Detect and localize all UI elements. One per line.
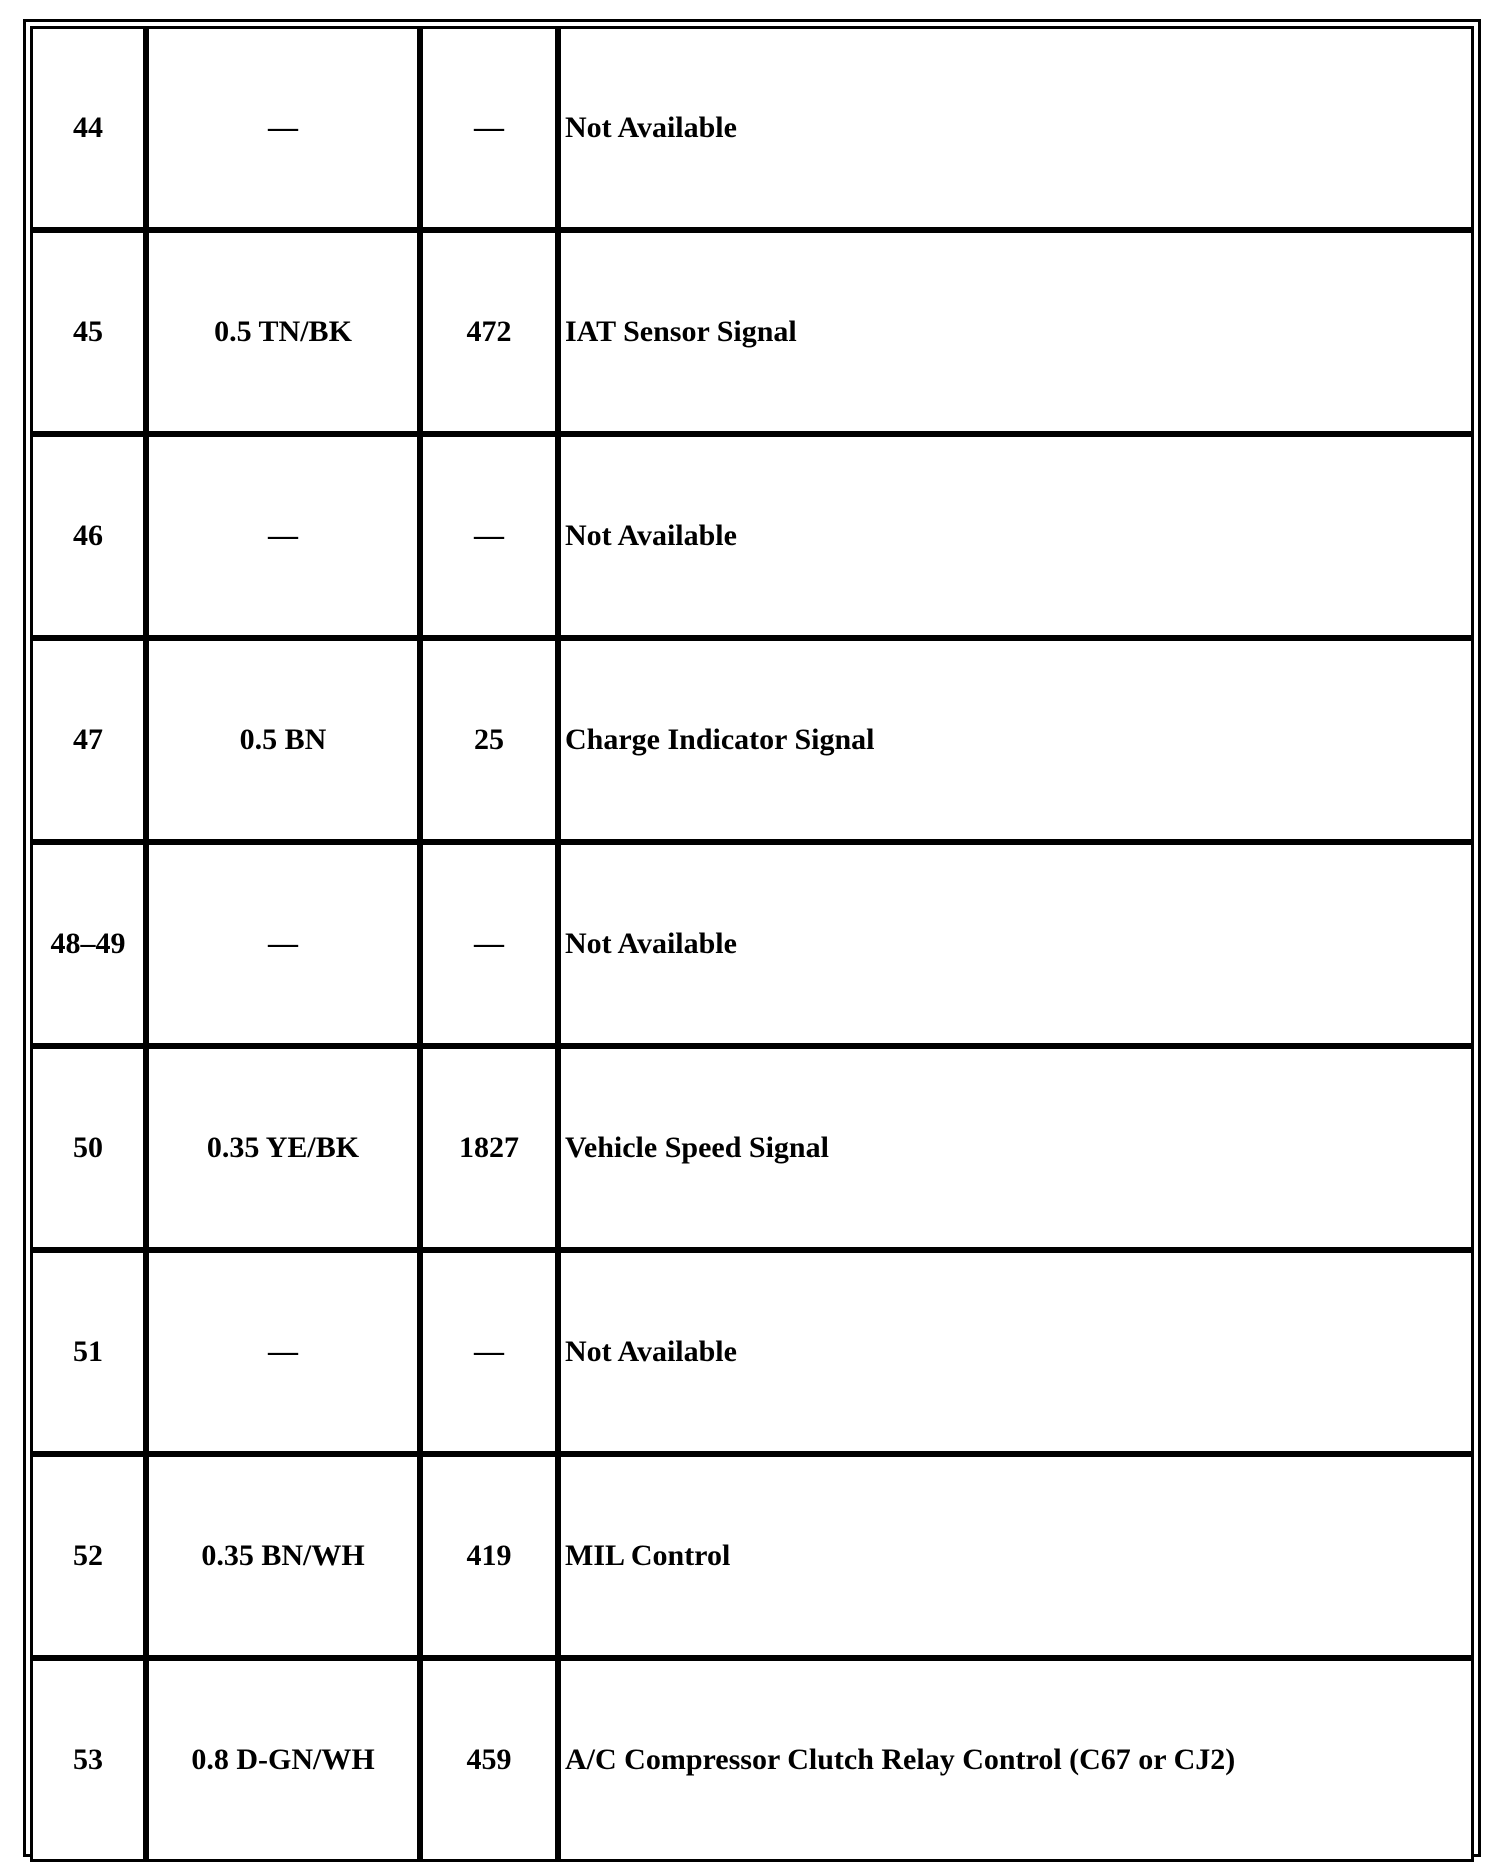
- connector-pinout-table: [23, 19, 1481, 1857]
- pin-cell: 53: [30, 1658, 146, 1862]
- pin-cell: 47: [30, 638, 146, 842]
- table-row: [30, 1658, 1474, 1862]
- table-row: [30, 434, 1474, 638]
- pin-cell: 46: [30, 434, 146, 638]
- pin-cell: 44: [30, 26, 146, 230]
- circuit-number-cell: 419: [420, 1454, 558, 1658]
- wire-color-cell: 0.8 D-GN/WH: [146, 1658, 420, 1862]
- wire-color-cell: 0.5 TN/BK: [146, 230, 420, 434]
- function-cell: Not Available: [558, 26, 1474, 230]
- function-cell: A/C Compressor Clutch Relay Control (C67 or CJ2): [558, 1658, 1474, 1862]
- table-row: [30, 638, 1474, 842]
- circuit-number-cell: 459: [420, 1658, 558, 1862]
- wire-color-cell: 0.35 BN/WH: [146, 1454, 420, 1658]
- circuit-number-cell: —: [420, 434, 558, 638]
- pin-cell: 51: [30, 1250, 146, 1454]
- wire-color-cell: 0.5 BN: [146, 638, 420, 842]
- pin-cell: 50: [30, 1046, 146, 1250]
- function-cell: Not Available: [558, 842, 1474, 1046]
- function-cell: Vehicle Speed Signal: [558, 1046, 1474, 1250]
- wire-color-cell: 0.35 YE/BK: [146, 1046, 420, 1250]
- table-row: [30, 26, 1474, 230]
- table-row: [30, 1454, 1474, 1658]
- circuit-number-cell: 1827: [420, 1046, 558, 1250]
- table-row: [30, 842, 1474, 1046]
- table-row: [30, 1250, 1474, 1454]
- function-cell: MIL Control: [558, 1454, 1474, 1658]
- table-row: [30, 230, 1474, 434]
- circuit-number-cell: —: [420, 26, 558, 230]
- table-row: [30, 1046, 1474, 1250]
- pin-cell: 45: [30, 230, 146, 434]
- wire-color-cell: —: [146, 842, 420, 1046]
- circuit-number-cell: 472: [420, 230, 558, 434]
- pin-cell: 52: [30, 1454, 146, 1658]
- circuit-number-cell: —: [420, 842, 558, 1046]
- wire-color-cell: —: [146, 26, 420, 230]
- function-cell: IAT Sensor Signal: [558, 230, 1474, 434]
- wire-color-cell: —: [146, 1250, 420, 1454]
- function-cell: Charge Indicator Signal: [558, 638, 1474, 842]
- pinout-table: [30, 26, 1474, 1862]
- function-cell: Not Available: [558, 1250, 1474, 1454]
- function-cell: Not Available: [558, 434, 1474, 638]
- pin-cell: 48–49: [30, 842, 146, 1046]
- circuit-number-cell: —: [420, 1250, 558, 1454]
- wire-color-cell: —: [146, 434, 420, 638]
- circuit-number-cell: 25: [420, 638, 558, 842]
